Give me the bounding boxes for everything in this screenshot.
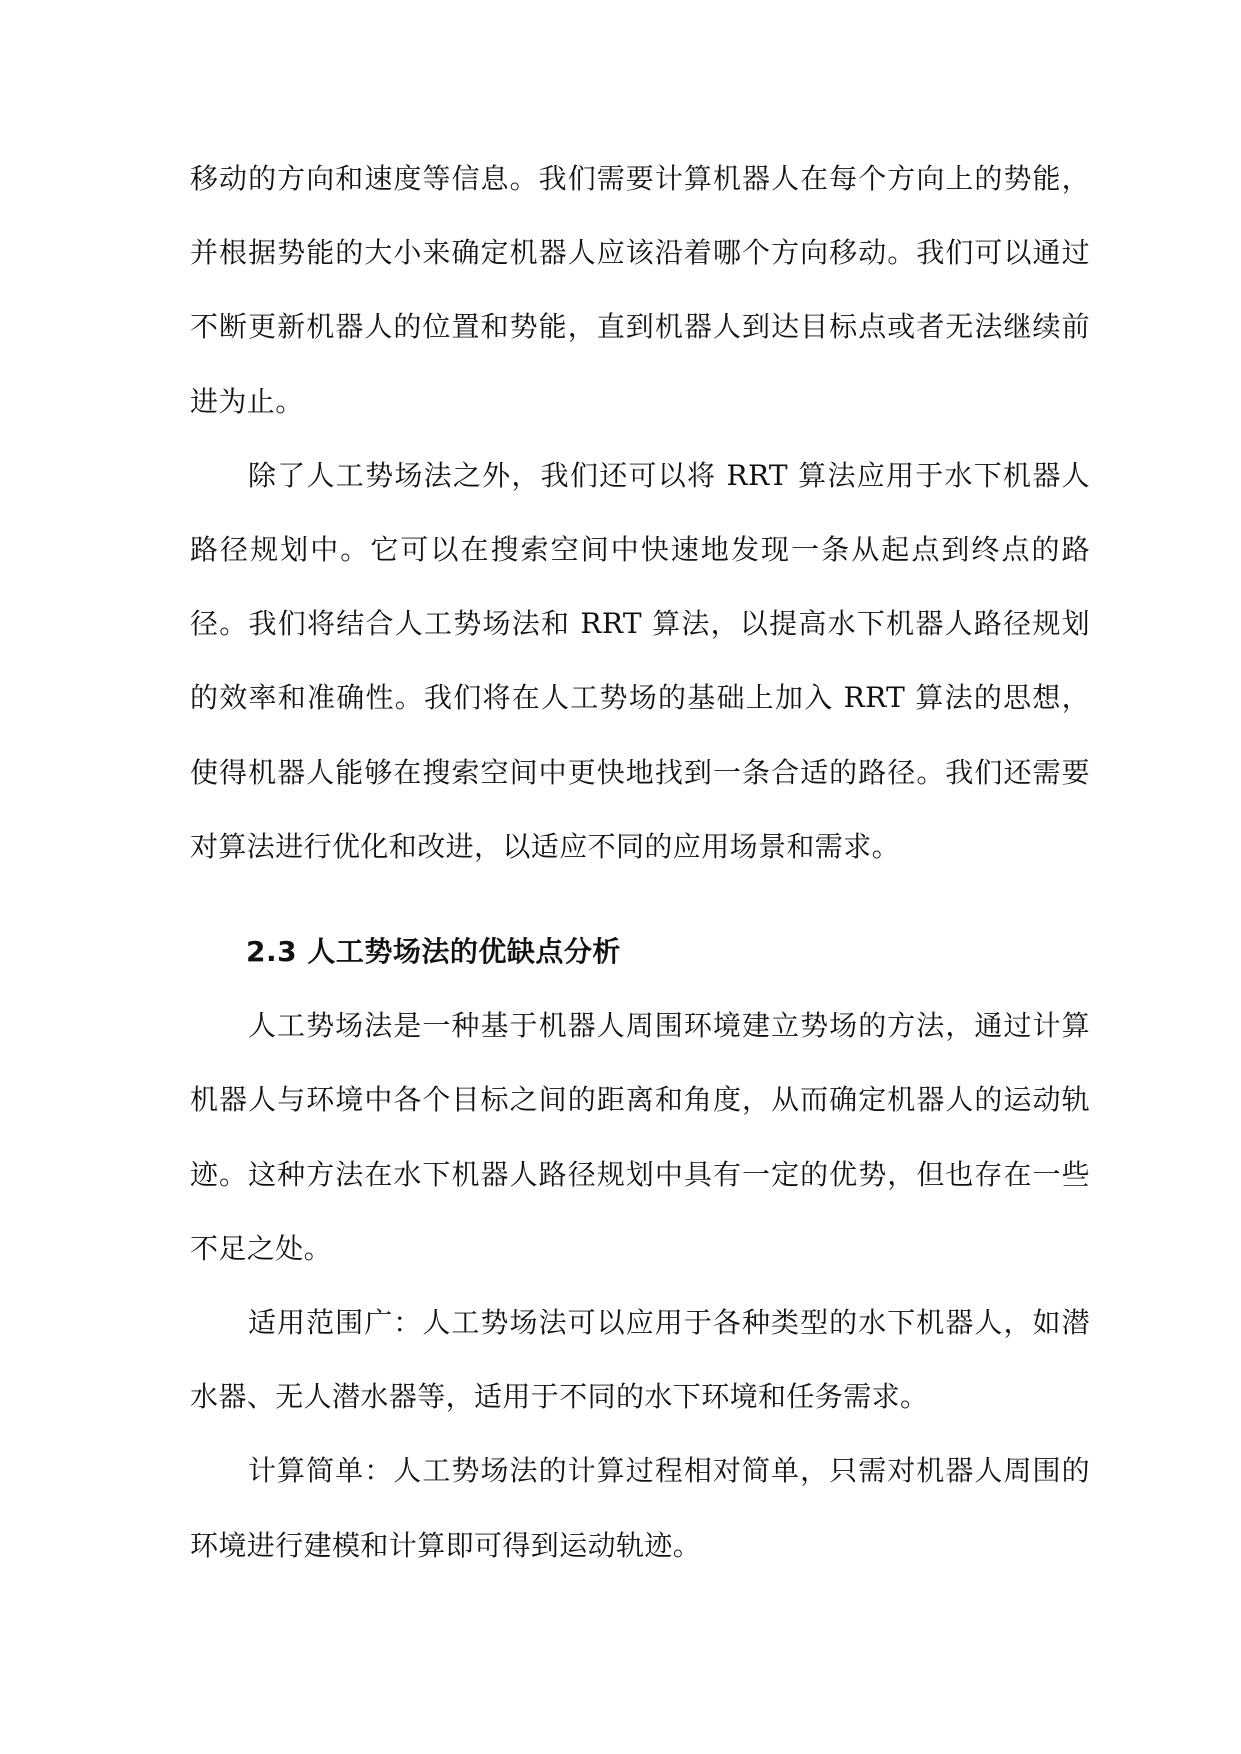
document-body bbox=[190, 142, 1090, 1583]
paragraph-continuation: 移动的方向和速度等信息。我们需要计算机器人在每个方向上的势能，并根据势能的大小来确定机器人应该沿着哪个方向移动。我们可以通过不断更新机器人的位置和势能，直到机器人到达目标点或者无法继续前进为止。 bbox=[190, 162, 1090, 418]
paragraph-advantage-wide-scope: 适用范围广：人工势场法可以应用于各种类型的水下机器人，如潜水器、无人潜水器等，适用于不同的水下环境和任务需求。 bbox=[190, 1306, 1090, 1414]
paragraph-rrt-integration: 除了人工势场法之外，我们还可以将 RRT 算法应用于水下机器人路径规划中。它可以在搜索空间中快速地发现一条从起点到终点的路径。我们将结合人工势场法和 RRT 算法，以提高水下机器人路径规划的效率和准确性。我们将在人工势场的基础上加入 RRT 算法的思想，使得机器人能够在搜索空间中更快地找到一条合适的路径。我们还需要对算法进行优化和改进，以适应不同的应用场景和需求。 bbox=[190, 458, 1090, 863]
paragraph-advantage-simple-computation: 计算简单：人工势场法的计算过程相对简单，只需对机器人周围的环境进行建模和计算即可得到运动轨迹。 bbox=[190, 1454, 1090, 1562]
paragraph-apf-overview: 人工势场法是一种基于机器人周围环境建立势场的方法，通过计算机器人与环境中各个目标之间的距离和角度，从而确定机器人的运动轨迹。这种方法在水下机器人路径规划中具有一定的优势，但也存在一些不足之处。 bbox=[190, 1009, 1090, 1265]
section-heading: 2.3 人工势场法的优缺点分析 bbox=[246, 935, 621, 969]
